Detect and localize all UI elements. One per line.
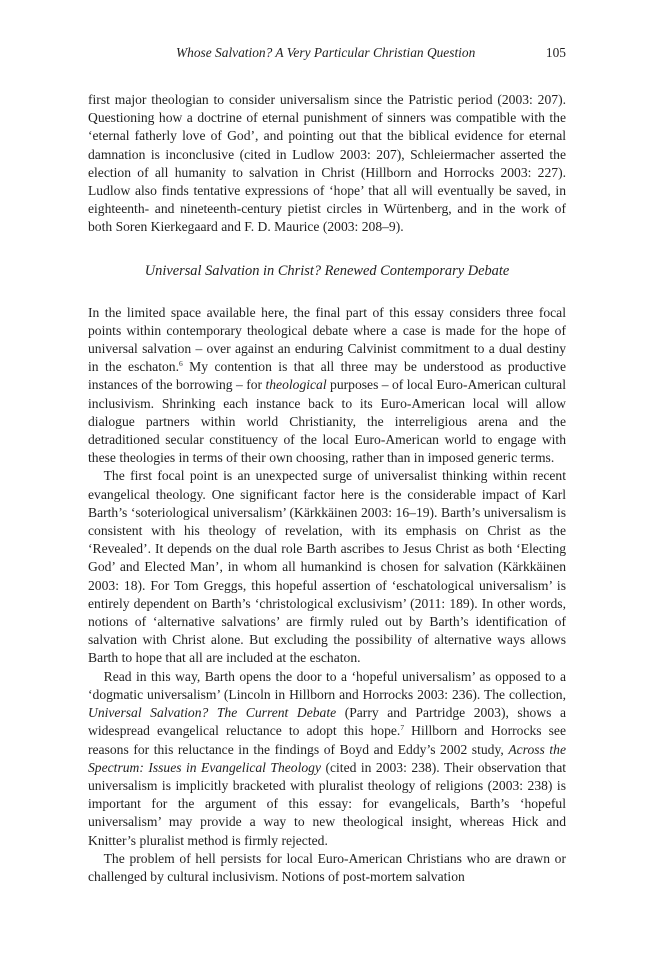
paragraph-4-text-d: (cited in 2003: 238). Their observation that universalism is implicitly bracketed with pluralist theology of religions (2003: 238) is important for the argument of this essay: for evangelicals, Barth’s ‘hopeful universalism’ may provide a way to new theological insight, whereas Hick and Knitter’s pluralist method is firmly rejected. <box>88 759 566 848</box>
paragraph-2-emphasis: theological <box>265 377 327 393</box>
paragraph-3: The first focal point is an unexpected surge of universalist thinking within recent evangelical theology. One significant factor here is the considerable impact of Karl Barth’s ‘soteriological universalism’ (Kärkkäinen 2003: 16–19). Barth’s universalism is consistent with his theology of revelation, with its emphasis on Christ as the ‘Revealed’. It depends on the dual role Barth ascribes to Jesus Christ as both ‘Electing God’ and Elected Man’, in whom all humankind is chosen for salvation (Kärkkäinen 2003: 18). For Tom Greggs, this hopeful assertion of ‘eschatological universalism’ is entirely dependent on Barth’s ‘christological exclusivism’ (2011: 189). In other words, notions of ‘alternative salvations’ are firmly ruled out by Barth’s identification of salvation with Christ alone. But excluding the possibility of alternative ways allows Barth to hope that all are included at the eschaton. <box>88 468 566 666</box>
footnote-marker-6[interactable]: 6 <box>179 359 183 369</box>
paragraph-2-text-b: My contention is that all three may be understood as productive instances of the borrowing – for <box>88 359 567 393</box>
book-title-universal-salvation: Universal Salvation? The Current Debate <box>88 705 337 721</box>
footnote-marker-7[interactable]: 7 <box>400 723 405 733</box>
section-heading: Universal Salvation in Christ? Renewed Contemporary Debate <box>144 262 510 279</box>
paragraph-5: The problem of hell persists for local Euro-American Christians who are drawn or challenged by cultural inclusivism. Notions of post-mortem salvation <box>88 850 566 884</box>
page-number: 105 <box>545 45 566 60</box>
body-text <box>88 91 566 886</box>
running-title: Whose Salvation? A Very Particular Christian Question <box>176 45 476 60</box>
paragraph-2 <box>88 304 566 468</box>
book-title-across-the-spectrum: Across the Spectrum: Issues in Evangelical Theology <box>88 741 566 775</box>
paragraph-4-text-c: Hillborn and Horrocks see reasons for this reluctance in the findings of Boyd and Eddy’s 2002 study, <box>88 723 566 757</box>
paragraph-4 <box>88 668 566 850</box>
paragraph-2-text-a: In the limited space available here, the final part of this essay considers three focal points within contemporary theological debate where a case is made for the hope of universal salvation – over against an enduring Calvinist commitment to a dual destiny in the eschaton. <box>88 304 566 375</box>
paragraph-2-text-c: purposes – of local Euro-American cultural inclusivism. Shrinking each instance back to its Euro-American local will allow dialogue partners within world Christianity, the interreligious arena and the detraditioned secular constituency of the local Euro-American world to engage with these theologies in terms of their own choosing, rather than in imposed generic terms. <box>88 377 566 466</box>
paragraph-1: first major theologian to consider universalism since the Patristic period (2003: 207). Questioning how a doctrine of eternal punishment of sinners was compatible with the ‘eternal fatherly love of God’, and pointing out that the biblical evidence for eternal damnation is inconclusive (cited in Ludlow 2003: 207), Schleiermacher asserted the election of all humanity to salvation in Christ (Hillborn and Horrocks 2003: 227). Ludlow also finds tentative expressions of ‘hope’ that all will eventually be saved, in eighteenth- and nineteenth-century pietist circles in Würtenberg, and in the work of both Soren Kierkegaard and F. D. Maurice (2003: 208–9). <box>88 92 566 235</box>
paragraph-4-text-b: (Parry and Partridge 2003), shows a widespread evangelical reluctance to adopt this hope. <box>88 705 566 739</box>
paragraph-4-text-a: Read in this way, Barth opens the door to a ‘hopeful universalism’ as opposed to a ‘dogmatic universalism’ (Lincoln in Hillborn and Horrocks 2003: 236). The collection, <box>88 668 566 702</box>
